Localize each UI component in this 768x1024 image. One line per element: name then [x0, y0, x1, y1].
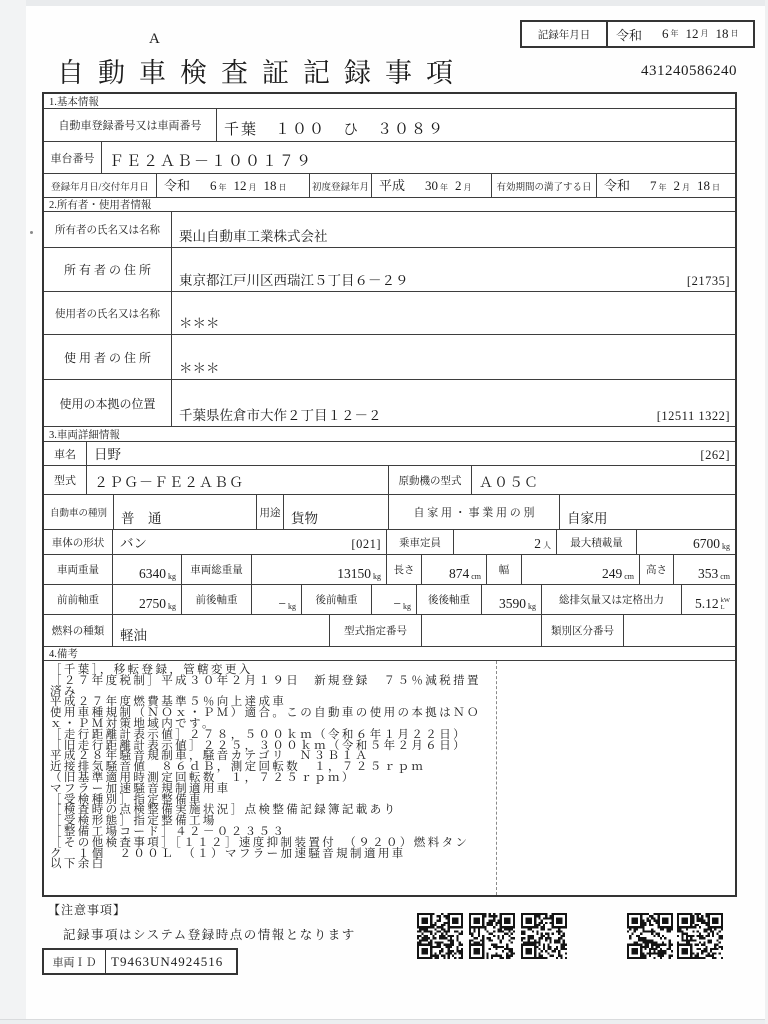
- number: 874: [448, 566, 470, 581]
- chassis-number-label: 車台番号: [44, 142, 102, 173]
- user-name-value: ＊＊＊: [179, 316, 220, 331]
- gross-weight-value: [252, 555, 387, 584]
- body-shape-code: [021]: [351, 537, 381, 551]
- day-unit: 日: [278, 183, 287, 192]
- day: 18: [697, 178, 711, 193]
- qr-code-group-right: [627, 913, 723, 959]
- scan-margin-bottom: [0, 1019, 768, 1024]
- user-name-label: 使用者の氏名又は名称: [44, 292, 172, 334]
- section3-header: 3.車両詳細情報: [44, 427, 735, 442]
- body-shape-value: [113, 530, 387, 554]
- table-row: [44, 142, 735, 174]
- number: 5.12: [694, 596, 719, 611]
- cm-unit: cm: [624, 572, 634, 581]
- vehicle-id-value: T9463UN4924516: [111, 954, 224, 969]
- vehicle-weight-label: 車両重量: [44, 555, 113, 584]
- gross-weight-label: 車両総重量: [182, 555, 252, 584]
- max-load-value: [637, 530, 735, 554]
- front-rear-axle-value: [252, 585, 302, 614]
- user-address-value: ＊＊＊: [179, 361, 220, 376]
- qr-code: [627, 913, 673, 959]
- year-unit: 年: [218, 183, 227, 192]
- rear-front-axle-value: [372, 585, 417, 614]
- use-value: 貨物: [284, 495, 389, 529]
- scan-margin-top: [0, 0, 768, 6]
- model-value: ２ＰＧ－ＦＥ２ＡＢＧ: [87, 466, 389, 494]
- engine-model-value: Ａ０５Ｃ: [479, 476, 539, 491]
- liter-unit: L: [720, 603, 725, 611]
- certificate-table: [42, 92, 737, 897]
- section2-header: 2.所有者・使用者情報: [44, 198, 735, 212]
- remark-line: ク １個 ２００Ｌ （１）マフラー加速騒音規制適用車: [50, 847, 406, 860]
- table-row: [44, 174, 735, 198]
- vehicle-weight-value: [113, 555, 182, 584]
- displacement-value: [682, 585, 735, 614]
- owner-address-value: [172, 248, 735, 291]
- fuel-type-value: 軽油: [113, 615, 330, 646]
- vehicle-kind-value: 普 通: [114, 495, 257, 529]
- capacity-value: [454, 530, 557, 554]
- notice-text: 記録事項はシステム登録時点の情報となります: [63, 928, 356, 942]
- use-label: 用途: [257, 495, 284, 529]
- number: 13150: [337, 566, 371, 581]
- record-date-value: [608, 22, 753, 46]
- fuel-type-label: 燃料の種類: [44, 615, 113, 646]
- rear-rear-axle-value: [482, 585, 542, 614]
- record-date-label: 記録年月日: [522, 22, 608, 46]
- first-registration-label: 初度登録年月: [310, 174, 372, 197]
- era: 令和: [604, 178, 631, 193]
- capacity-number: 2: [534, 536, 541, 551]
- day: 18: [263, 178, 277, 193]
- record-date-month: 12: [685, 26, 699, 41]
- remarks-box: [44, 661, 735, 895]
- address-text: 東京都江戸川区西瑞江５丁目６－２９: [179, 273, 409, 288]
- remark-line: ［走行距離計表示値］２７８，５００ｋｍ（令和６年１月２２日）: [50, 728, 467, 741]
- kw-unit: kW: [720, 597, 730, 604]
- registration-number-label: 自動車登録番号又は車両番号: [44, 109, 217, 141]
- remark-line: ［千葉］，移転登録，管轄変更入: [50, 664, 253, 676]
- table-row: [44, 495, 735, 530]
- remark-line: 平成２７年度燃費基準５％向上達成車: [50, 696, 287, 709]
- kg-unit: kg: [373, 572, 381, 581]
- first-registration-value: [372, 174, 492, 197]
- kg-unit: kg: [168, 572, 176, 581]
- record-date-year: 6: [662, 26, 669, 41]
- number: 2750: [139, 596, 166, 611]
- capacity-label: 乗車定員: [387, 530, 454, 554]
- car-name-text: 日野: [94, 447, 121, 462]
- number: 6340: [139, 566, 166, 581]
- height-label: 高さ: [640, 555, 674, 584]
- remark-line: ［検査時の点検整備実施状況］点検整備記録簿記載あり: [50, 804, 398, 817]
- front-front-axle-label: 前前軸重: [44, 585, 113, 614]
- class-number-label: 類別区分番号: [542, 615, 624, 646]
- era: 平成: [379, 178, 406, 193]
- address-code: [21735]: [686, 274, 730, 288]
- number: 3590: [499, 596, 526, 611]
- rear-front-axle-label: 後前軸重: [302, 585, 372, 614]
- year: 7: [650, 178, 657, 193]
- remark-line: ［受検種別］指定整備車: [50, 793, 203, 806]
- remark-line: ［旧走行距離計表示値］２２５，３００ｋｍ（令和５年２月６日）: [50, 739, 467, 752]
- vehicle-kind-label: 自動車の種別: [44, 495, 114, 529]
- remark-line: ｘ・ＰＭ対策地域内です。: [50, 717, 216, 730]
- scan-speck: [30, 231, 33, 234]
- era: 令和: [164, 178, 191, 193]
- table-row: [44, 555, 735, 585]
- number: 353: [697, 566, 719, 581]
- length-label: 長さ: [387, 555, 422, 584]
- section4-header: 4.備考: [44, 647, 735, 661]
- qr-code: [677, 913, 723, 959]
- kg-unit: kg: [722, 542, 730, 551]
- scan-margin-left: [0, 0, 26, 1024]
- month-unit: 月: [248, 183, 257, 192]
- person-unit: 人: [543, 541, 551, 550]
- document-number: 431240586240: [641, 63, 737, 79]
- table-row: [44, 335, 735, 380]
- cm-unit: cm: [471, 572, 481, 581]
- registration-number-value: 千葉 １００ ひ ３０８９: [224, 122, 446, 138]
- year: 30: [425, 178, 439, 193]
- table-row: [44, 466, 735, 495]
- front-front-axle-value: [113, 585, 182, 614]
- month-unit: 月: [682, 183, 691, 192]
- address-code: [12511 1322]: [656, 409, 730, 423]
- address-text: 千葉県佐倉市大作２丁目１２－２: [179, 408, 382, 423]
- notice-title: 【注意事項】: [48, 903, 127, 917]
- type-designation-value: [422, 615, 542, 646]
- page-title: 自動車検査証記録事項: [57, 58, 467, 88]
- page-marker: A: [149, 31, 160, 47]
- rear-rear-axle-label: 後後軸重: [417, 585, 482, 614]
- owner-address-label: 所 有 者 の 住 所: [44, 248, 172, 291]
- month: 12: [233, 178, 247, 193]
- remark-line: 近接排気騒音値 ８６ｄＢ，測定回転数 １，７２５ｒｐｍ: [50, 761, 426, 774]
- length-value: [422, 555, 487, 584]
- record-date-day: 18: [715, 26, 729, 41]
- remark-line: マフラー加速騒音規制適用車: [50, 782, 231, 795]
- model-label: 型式: [44, 466, 87, 494]
- class-number-value: [624, 615, 735, 646]
- remark-line: ［２７年度税制］平成３０年２月１９日 新規登録 ７５％減税措置: [50, 674, 481, 687]
- front-rear-axle-label: 前後軸重: [182, 585, 252, 614]
- month: 2: [455, 178, 462, 193]
- private-business-value: 自家用: [567, 511, 608, 526]
- table-row: [44, 248, 735, 292]
- chassis-number-value: ＦＥ２ＡＢ－１００１７９: [109, 154, 314, 170]
- displacement-label: 総排気量又は定格出力: [542, 585, 682, 614]
- car-name-value: [87, 442, 735, 465]
- vehicle-id-box: [42, 948, 238, 975]
- width-label: 幅: [487, 555, 522, 584]
- kg-unit: kg: [403, 602, 411, 611]
- car-name-label: 車名: [44, 442, 87, 465]
- owner-name-label: 所有者の氏名又は名称: [44, 212, 172, 247]
- table-row: [44, 442, 735, 466]
- month-unit: 月: [463, 183, 472, 192]
- remarks-divider: [496, 661, 497, 895]
- qr-code: [417, 913, 463, 959]
- base-location-label: 使用の本拠の位置: [44, 380, 172, 426]
- record-date-box: [520, 20, 755, 48]
- number: −: [393, 596, 401, 611]
- table-row: [44, 585, 735, 615]
- day-unit: 日: [712, 183, 721, 192]
- max-load-label: 最大積載量: [557, 530, 637, 554]
- table-row: [44, 212, 735, 248]
- year-unit: 年: [440, 183, 449, 192]
- remark-line: （旧基準適用時測定回転数 １，７２５ｒｐｍ）: [50, 771, 356, 784]
- remark-line: 以下余白: [50, 858, 106, 871]
- day-unit: 日: [730, 29, 739, 38]
- section1-header: 1.基本情報: [44, 94, 735, 109]
- kg-unit: kg: [288, 602, 296, 611]
- remark-line: ［整備工場コード］４２－０２３５３: [50, 825, 287, 838]
- vehicle-id-label: 車両ＩＤ: [44, 950, 106, 973]
- remark-line: 平成２８年騒音規制車，騒音カテゴリ Ｎ３Ｂ１Ａ: [50, 750, 370, 763]
- expiry-date-value: [597, 174, 735, 197]
- qr-code: [469, 913, 515, 959]
- user-address-label: 使 用 者 の 住 所: [44, 335, 172, 379]
- table-row: [44, 380, 735, 427]
- remark-line: 済み: [50, 685, 78, 698]
- kw-liter-units: [721, 598, 730, 611]
- table-row: [44, 109, 735, 142]
- body-shape-label: 車体の形状: [44, 530, 113, 554]
- remark-line: ［受検形態］指定整備工場: [50, 815, 217, 828]
- kg-unit: kg: [528, 602, 536, 611]
- table-row: [44, 530, 735, 555]
- kg-unit: kg: [168, 602, 176, 611]
- height-value: [674, 555, 735, 584]
- max-load-number: 6700: [693, 536, 720, 551]
- year-unit: 年: [658, 183, 667, 192]
- base-location-value: [172, 380, 735, 426]
- private-business-label: 自 家 用 ・ 事 業 用 の 別: [389, 495, 560, 529]
- table-row: [44, 615, 735, 647]
- owner-name-value: 栗山自動車工業株式会社: [179, 229, 328, 244]
- qr-code-group-left: [417, 913, 567, 959]
- remark-line: 使用車種規制（ＮＯｘ・ＰＭ）適合。この自動車の使用の本拠はＮＯ: [50, 707, 481, 720]
- body-shape-text: バン: [120, 536, 147, 551]
- engine-model-label: 原動機の型式: [389, 466, 472, 494]
- year-unit: 年: [670, 29, 679, 38]
- month-unit: 月: [700, 29, 709, 38]
- number: −: [278, 596, 286, 611]
- table-row: [44, 292, 735, 335]
- remark-line: ［その他検査事項］［１１２］速度抑制装置付 （９２０）燃料タン: [50, 836, 470, 849]
- car-name-code: [262]: [700, 448, 730, 462]
- width-value: [522, 555, 640, 584]
- type-designation-label: 型式指定番号: [330, 615, 422, 646]
- year: 6: [210, 178, 217, 193]
- number: 249: [601, 566, 623, 581]
- registration-date-label: 登録年月日/交付年月日: [44, 174, 157, 197]
- registration-date-value: [157, 174, 310, 197]
- month: 2: [673, 178, 681, 193]
- expiry-date-label: 有効期間の満了する日: [492, 174, 597, 197]
- cm-unit: cm: [720, 572, 730, 581]
- record-date-era: 令和: [616, 27, 643, 43]
- qr-code: [521, 913, 567, 959]
